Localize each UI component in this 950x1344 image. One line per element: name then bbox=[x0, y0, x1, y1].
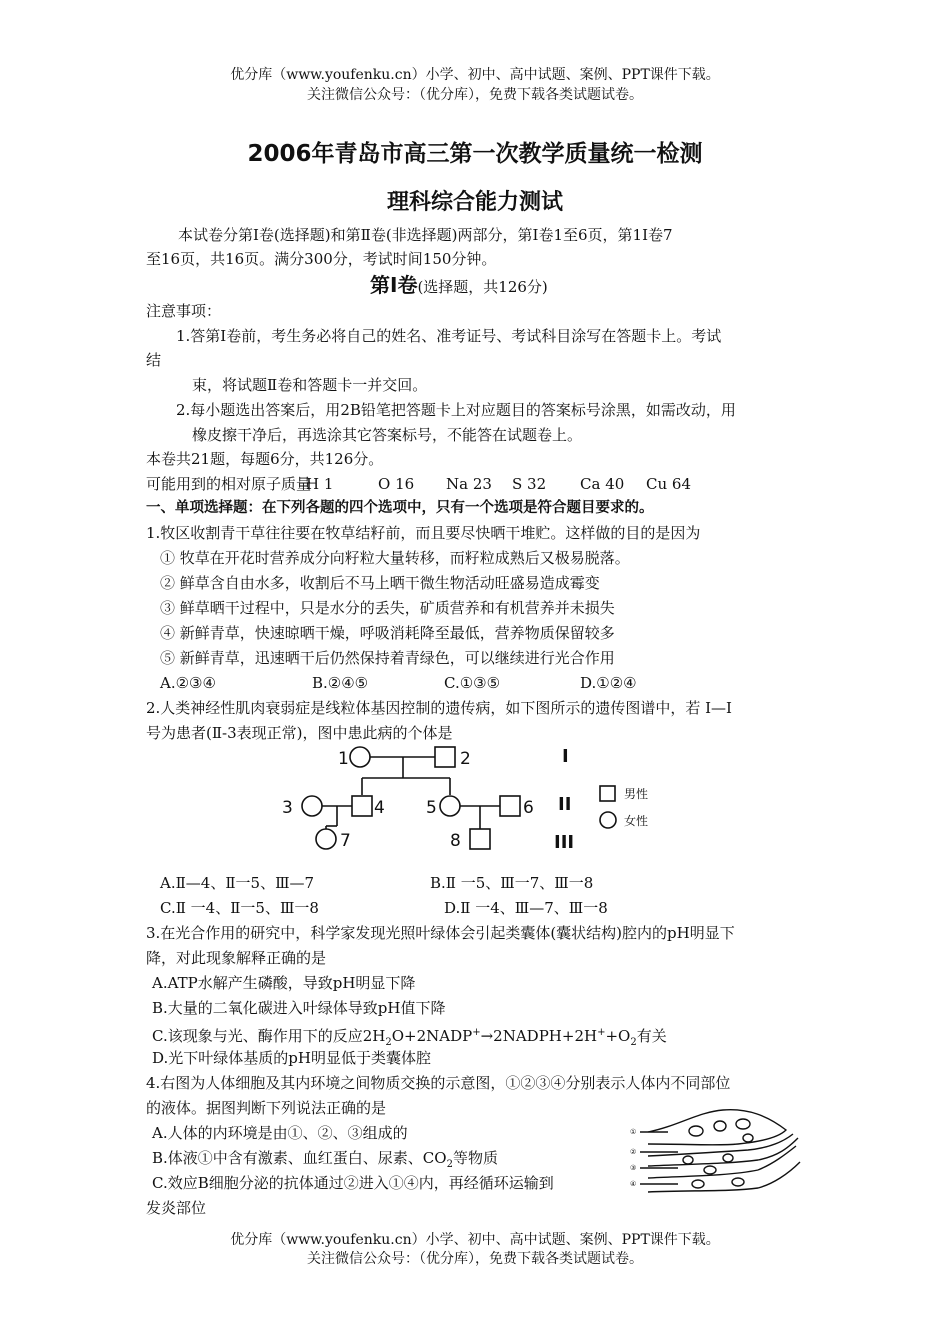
q4-option-b: B.体液①中含有激素、血红蛋白、尿素、$CO_2$等物质 bbox=[152, 1149, 498, 1170]
q3-option-d: D.光下叶绿体基质的pH明显低于类囊体腔 bbox=[152, 1049, 431, 1067]
q4-stem-2: 的液体。据图判断下列说法正确的是 bbox=[146, 1099, 387, 1117]
pedigree-number-3: 3 bbox=[282, 798, 293, 818]
diagram-label-3: ③ bbox=[630, 1164, 637, 1172]
pedigree-chart bbox=[270, 738, 670, 868]
legend-female-symbol bbox=[600, 812, 616, 828]
notice-1c: 束，将试题Ⅱ卷和答题卡一并交回。 bbox=[192, 376, 428, 394]
count-line: 本卷共21题，每题6分，共126分。 bbox=[146, 450, 384, 468]
q3-stem-2: 降，对此现象解释正确的是 bbox=[146, 949, 327, 967]
q4-option-c-2: 发炎部位 bbox=[146, 1199, 207, 1217]
q1-stem: 1.牧区收割青干草往往要在牧草结籽前，而且要尽快晒干堆贮。这样做的目的是因为 bbox=[146, 524, 701, 542]
pedigree-female-1 bbox=[350, 747, 370, 767]
q3-stem-1: 3.在光合作用的研究中，科学家发现光照叶绿体会引起类囊体(囊状结构)腔内的pH明显下 bbox=[146, 924, 735, 942]
q3-option-a: A.ATP水解产生磷酸，导致pH明显下降 bbox=[152, 974, 416, 992]
generation-label-2: II bbox=[558, 794, 572, 815]
notice-label: 注意事项： bbox=[146, 302, 222, 320]
q3-option-c-text: C.该现象与光、酶作用下的反应 bbox=[152, 1027, 363, 1045]
q1-item-2: ② 鲜草含自由水多，收割后不马上晒干微生物活动旺盛易造成霉变 bbox=[160, 574, 600, 592]
diagram-label-1: ① bbox=[630, 1128, 637, 1136]
atomic-cu: Cu 64 bbox=[646, 475, 691, 493]
header-line-2: 关注微信公众号：（优分库），免费下载各类试题试卷。 bbox=[307, 87, 643, 103]
pedigree-number-7: 7 bbox=[340, 831, 351, 851]
pedigree-number-5: 5 bbox=[426, 798, 437, 818]
pedigree-male-8 bbox=[470, 829, 490, 849]
part1-heading bbox=[370, 274, 548, 298]
atomic-o: O 16 bbox=[378, 475, 415, 493]
q3-option-c-end: 有关 bbox=[636, 1027, 667, 1045]
atomic-ca: Ca 40 bbox=[580, 475, 625, 493]
q2-option-b: B.Ⅱ 一5、Ⅲ一7、Ⅲ一8 bbox=[430, 874, 594, 892]
q2-stem-2: 号为患者(Ⅱ-3表现正常)，图中患此病的个体是 bbox=[146, 724, 453, 742]
generation-label-1: I bbox=[562, 746, 569, 767]
q1-item-3: ③ 鲜草晒干过程中，只是水分的丢失，矿质营养和有机营养并未损失 bbox=[160, 599, 615, 617]
pedigree-male-6 bbox=[500, 796, 520, 816]
pedigree-female-5 bbox=[440, 796, 460, 816]
q1-option-c: C.①③⑤ bbox=[444, 674, 501, 692]
legend-male-label: 男性 bbox=[624, 787, 649, 801]
q1-option-d: D.①②④ bbox=[580, 674, 637, 692]
notice-1a: 1.答第Ⅰ卷前，考生务必将自己的姓名、准考证号、考试科目涂写在答题卡上。考试 bbox=[176, 327, 722, 345]
pedigree-number-4: 4 bbox=[374, 798, 385, 818]
intro-line-2: 至16页，共16页。满分300分，考试时间150分钟。 bbox=[146, 250, 497, 268]
pedigree-female-3 bbox=[302, 796, 322, 816]
atomic-h: H 1 bbox=[306, 475, 334, 493]
footer-line-2: 关注微信公众号：（优分库），免费下载各类试题试卷。 bbox=[307, 1251, 643, 1267]
pedigree-female-7 bbox=[316, 829, 336, 849]
intro-line-1: 本试卷分第Ⅰ卷(选择题)和第Ⅱ卷(非选择题)两部分，第Ⅰ卷1至6页，第1I卷7 bbox=[178, 226, 673, 244]
atomic-s: S 32 bbox=[512, 475, 547, 493]
q1-item-1: ① 牧草在开花时营养成分向籽粒大量转移，而籽粒成熟后又极易脱落。 bbox=[160, 549, 630, 567]
header-line-1: 优分库（www.youfenku.cn）小学、初中、高中试题、案例、PPT课件下载。 bbox=[230, 67, 720, 83]
body-fluid-diagram bbox=[628, 1104, 808, 1204]
notice-1b: 结 bbox=[146, 351, 162, 369]
pedigree-number-1: 1 bbox=[338, 749, 349, 769]
legend-male-symbol bbox=[600, 786, 615, 801]
atomic-mass-label: 可能用到的相对原子质量 bbox=[146, 475, 312, 493]
notice-2b: 橡皮擦干净后，再选涂其它答案标号，不能答在试题卷上。 bbox=[192, 426, 583, 444]
legend-female-label: 女性 bbox=[624, 814, 649, 828]
part1-note: (选择题，共126分) bbox=[417, 278, 548, 296]
q2-option-d: D.Ⅱ 一4、Ⅲ—7、Ⅲ一8 bbox=[444, 899, 608, 917]
pedigree-male-4 bbox=[352, 796, 372, 816]
q1-option-b: B.②④⑤ bbox=[312, 674, 369, 692]
q1-option-a: A.②③④ bbox=[160, 674, 216, 692]
atomic-na: Na 23 bbox=[446, 475, 492, 493]
q2-stem-1: 2.人类神经性肌肉衰弱症是线粒体基因控制的遗传病，如下图所示的遗传图谱中，若 I—I bbox=[146, 699, 732, 717]
pedigree-number-6: 6 bbox=[523, 798, 534, 818]
q4-stem-1: 4.右图为人体细胞及其内环境之间物质交换的示意图，①②③④分别表示人体内不同部位 bbox=[146, 1074, 731, 1092]
generation-label-3: III bbox=[554, 832, 575, 853]
q1-item-4: ④ 新鲜青草，快速晾晒干燥，呼吸消耗降至最低，营养物质保留较多 bbox=[160, 624, 615, 642]
exam-title: 2006年青岛市高三第一次教学质量统一检测 bbox=[247, 141, 703, 167]
section-1-heading: 一、单项选择题：在下列各题的四个选项中，只有一个选项是符合题目要求的。 bbox=[146, 500, 654, 516]
q4-option-a: A.人体的内环境是由①、②、③组成的 bbox=[152, 1124, 408, 1142]
q2-option-c: C.Ⅱ 一4、Ⅱ一5、Ⅲ一8 bbox=[160, 899, 319, 917]
q3-equation: $2H_2O+2NADP^+\to 2NADPH+2H^++O_2$ bbox=[362, 1027, 637, 1048]
exam-subtitle: 理科综合能力测试 bbox=[386, 190, 563, 215]
footer-line-1: 优分库（www.youfenku.cn）小学、初中、高中试题、案例、PPT课件下载。 bbox=[230, 1232, 720, 1248]
pedigree-number-8: 8 bbox=[450, 831, 461, 851]
diagram-label-2: ② bbox=[630, 1148, 637, 1156]
diagram-label-4: ④ bbox=[630, 1180, 637, 1188]
q1-item-5: ⑤ 新鲜青草，迅速晒干后仍然保持着青绿色，可以继续进行光合作用 bbox=[160, 649, 615, 667]
q2-option-a: A.Ⅱ—4、Ⅱ一5、Ⅲ—7 bbox=[160, 874, 315, 892]
pedigree-male-2 bbox=[435, 747, 455, 767]
q3-option-b: B.大量的二氧化碳进入叶绿体导致pH值下降 bbox=[152, 999, 446, 1017]
pedigree-number-2: 2 bbox=[460, 749, 471, 769]
part1-title: 第Ⅰ卷 bbox=[370, 273, 418, 297]
q4-option-c-1: C.效应B细胞分泌的抗体通过②进入①④内，再经循环运输到 bbox=[152, 1174, 554, 1192]
notice-2a: 2.每小题选出答案后，用2B铅笔把答题卡上对应题目的答案标号涂黑，如需改动，用 bbox=[176, 401, 736, 419]
